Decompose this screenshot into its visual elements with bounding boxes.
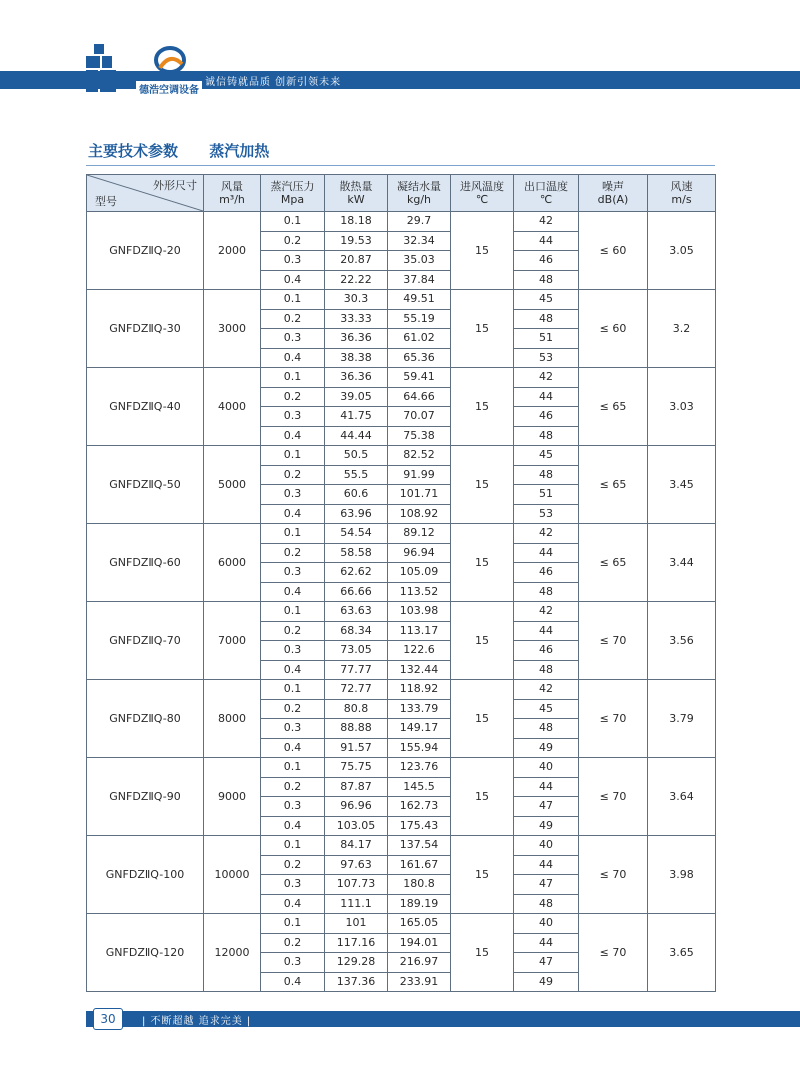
cell-condensate: 189.19	[388, 894, 451, 914]
cell-outlet-temp: 48	[514, 309, 579, 329]
header-model-label: 型号	[95, 195, 117, 208]
cell-outlet-temp: 51	[514, 485, 579, 505]
cell-heat: 107.73	[325, 875, 388, 895]
cell-pressure: 0.2	[261, 933, 325, 953]
cell-condensate: 75.38	[388, 426, 451, 446]
cell-velocity: 3.98	[648, 836, 716, 914]
cell-condensate: 37.84	[388, 270, 451, 290]
header-airflow: 风量 m³/h	[204, 175, 261, 212]
cell-noise: ≤ 65	[579, 446, 648, 524]
cell-noise: ≤ 70	[579, 914, 648, 992]
cell-condensate: 59.41	[388, 368, 451, 388]
cell-velocity: 3.64	[648, 758, 716, 836]
cell-pressure: 0.2	[261, 309, 325, 329]
cell-condensate: 122.6	[388, 641, 451, 661]
cell-airflow: 12000	[204, 914, 261, 992]
table-row	[87, 836, 716, 856]
cell-heat: 50.5	[325, 446, 388, 466]
cell-outlet-temp: 40	[514, 758, 579, 778]
company-name: 德浩空调设备	[136, 81, 202, 96]
cell-airflow: 3000	[204, 290, 261, 368]
cell-heat: 91.57	[325, 738, 388, 758]
cell-condensate: 165.05	[388, 914, 451, 934]
cell-velocity: 3.56	[648, 602, 716, 680]
cell-condensate: 118.92	[388, 680, 451, 700]
cell-heat: 66.66	[325, 582, 388, 602]
cell-condensate: 65.36	[388, 348, 451, 368]
cell-pressure: 0.2	[261, 231, 325, 251]
cell-condensate: 35.03	[388, 251, 451, 271]
cell-outlet-temp: 42	[514, 680, 579, 700]
cell-pressure: 0.3	[261, 797, 325, 817]
cell-inlet-temp: 15	[451, 680, 514, 758]
cell-outlet-temp: 49	[514, 738, 579, 758]
table-row	[87, 680, 716, 700]
cell-condensate: 29.7	[388, 212, 451, 232]
cell-airflow: 4000	[204, 368, 261, 446]
cell-outlet-temp: 47	[514, 953, 579, 973]
cell-airflow: 5000	[204, 446, 261, 524]
cell-outlet-temp: 53	[514, 348, 579, 368]
cell-heat: 22.22	[325, 270, 388, 290]
cell-outlet-temp: 47	[514, 797, 579, 817]
cell-heat: 111.1	[325, 894, 388, 914]
cell-heat: 41.75	[325, 407, 388, 427]
cell-outlet-temp: 46	[514, 251, 579, 271]
cell-model: GNFDZⅡQ-120	[87, 914, 204, 992]
cell-pressure: 0.1	[261, 290, 325, 310]
cell-outlet-temp: 40	[514, 914, 579, 934]
cell-heat: 33.33	[325, 309, 388, 329]
cell-heat: 54.54	[325, 524, 388, 544]
cell-heat: 62.62	[325, 563, 388, 583]
table-body	[87, 212, 716, 992]
header-slogan: 诚信铸就品质 创新引领未来	[205, 77, 342, 88]
cell-model: GNFDZⅡQ-80	[87, 680, 204, 758]
cell-pressure: 0.2	[261, 387, 325, 407]
cell-heat: 36.36	[325, 368, 388, 388]
cell-condensate: 137.54	[388, 836, 451, 856]
cell-outlet-temp: 44	[514, 855, 579, 875]
cell-noise: ≤ 65	[579, 524, 648, 602]
cell-inlet-temp: 15	[451, 758, 514, 836]
cell-noise: ≤ 65	[579, 368, 648, 446]
cell-inlet-temp: 15	[451, 836, 514, 914]
header-pressure: 蒸汽压力 Mpa	[261, 175, 325, 212]
cell-heat: 63.63	[325, 602, 388, 622]
cell-inlet-temp: 15	[451, 446, 514, 524]
cell-pressure: 0.4	[261, 504, 325, 524]
cell-pressure: 0.3	[261, 407, 325, 427]
cell-model: GNFDZⅡQ-60	[87, 524, 204, 602]
cell-noise: ≤ 70	[579, 602, 648, 680]
cell-condensate: 145.5	[388, 777, 451, 797]
cell-outlet-temp: 42	[514, 602, 579, 622]
cell-heat: 97.63	[325, 855, 388, 875]
cell-heat: 55.5	[325, 465, 388, 485]
cell-outlet-temp: 46	[514, 641, 579, 661]
cell-outlet-temp: 44	[514, 621, 579, 641]
cell-model: GNFDZⅡQ-90	[87, 758, 204, 836]
cell-heat: 20.87	[325, 251, 388, 271]
cell-condensate: 175.43	[388, 816, 451, 836]
cell-heat: 73.05	[325, 641, 388, 661]
cell-outlet-temp: 45	[514, 290, 579, 310]
cell-pressure: 0.4	[261, 894, 325, 914]
cell-outlet-temp: 42	[514, 368, 579, 388]
cell-condensate: 155.94	[388, 738, 451, 758]
cell-pressure: 0.4	[261, 426, 325, 446]
cell-inlet-temp: 15	[451, 524, 514, 602]
cell-pressure: 0.1	[261, 212, 325, 232]
cell-outlet-temp: 42	[514, 212, 579, 232]
cell-model: GNFDZⅡQ-30	[87, 290, 204, 368]
cell-noise: ≤ 70	[579, 758, 648, 836]
cell-pressure: 0.1	[261, 368, 325, 388]
cell-condensate: 82.52	[388, 446, 451, 466]
cell-velocity: 3.79	[648, 680, 716, 758]
cell-inlet-temp: 15	[451, 212, 514, 290]
cell-heat: 36.36	[325, 329, 388, 349]
cell-pressure: 0.4	[261, 582, 325, 602]
cell-pressure: 0.2	[261, 543, 325, 563]
cell-pressure: 0.1	[261, 680, 325, 700]
cell-heat: 30.3	[325, 290, 388, 310]
cell-outlet-temp: 44	[514, 933, 579, 953]
cell-pressure: 0.3	[261, 875, 325, 895]
cell-outlet-temp: 49	[514, 816, 579, 836]
cell-condensate: 180.8	[388, 875, 451, 895]
cell-noise: ≤ 70	[579, 680, 648, 758]
cell-condensate: 103.98	[388, 602, 451, 622]
cell-inlet-temp: 15	[451, 368, 514, 446]
cell-pressure: 0.3	[261, 641, 325, 661]
table-row	[87, 602, 716, 622]
cell-pressure: 0.4	[261, 738, 325, 758]
cell-condensate: 89.12	[388, 524, 451, 544]
cell-pressure: 0.2	[261, 621, 325, 641]
section-subheading: 蒸汽加热	[209, 142, 270, 160]
table-row	[87, 914, 716, 934]
cell-condensate: 162.73	[388, 797, 451, 817]
cell-heat: 58.58	[325, 543, 388, 563]
cell-outlet-temp: 49	[514, 972, 579, 992]
cell-pressure: 0.3	[261, 953, 325, 973]
cell-pressure: 0.4	[261, 816, 325, 836]
cell-pressure: 0.2	[261, 855, 325, 875]
cell-heat: 60.6	[325, 485, 388, 505]
cell-pressure: 0.2	[261, 465, 325, 485]
cell-model: GNFDZⅡQ-20	[87, 212, 204, 290]
header-velocity: 风速 m/s	[648, 175, 716, 212]
cell-outlet-temp: 44	[514, 543, 579, 563]
cell-pressure: 0.4	[261, 348, 325, 368]
section-title	[88, 140, 269, 161]
cell-pressure: 0.2	[261, 699, 325, 719]
cell-pressure: 0.1	[261, 524, 325, 544]
cell-airflow: 10000	[204, 836, 261, 914]
cell-condensate: 101.71	[388, 485, 451, 505]
cell-heat: 117.16	[325, 933, 388, 953]
cell-heat: 18.18	[325, 212, 388, 232]
cell-pressure: 0.3	[261, 719, 325, 739]
cell-outlet-temp: 48	[514, 270, 579, 290]
header-inlet-temp: 进风温度 ℃	[451, 175, 514, 212]
cell-velocity: 3.05	[648, 212, 716, 290]
cell-inlet-temp: 15	[451, 290, 514, 368]
cell-outlet-temp: 51	[514, 329, 579, 349]
cell-condensate: 133.79	[388, 699, 451, 719]
section-heading: 主要技术参数	[88, 142, 179, 160]
cell-velocity: 3.44	[648, 524, 716, 602]
header-condensate: 凝结水量 kg/h	[388, 175, 451, 212]
cell-heat: 68.34	[325, 621, 388, 641]
cell-condensate: 96.94	[388, 543, 451, 563]
table-row	[87, 446, 716, 466]
cell-heat: 38.38	[325, 348, 388, 368]
cell-outlet-temp: 42	[514, 524, 579, 544]
cell-heat: 19.53	[325, 231, 388, 251]
cell-noise: ≤ 60	[579, 290, 648, 368]
cell-condensate: 105.09	[388, 563, 451, 583]
cell-airflow: 7000	[204, 602, 261, 680]
cell-pressure: 0.4	[261, 660, 325, 680]
cell-heat: 87.87	[325, 777, 388, 797]
cell-condensate: 123.76	[388, 758, 451, 778]
cell-heat: 101	[325, 914, 388, 934]
header-diagonal-cell	[87, 175, 204, 212]
cell-pressure: 0.1	[261, 758, 325, 778]
header-noise: 噪声 dB(A)	[579, 175, 648, 212]
cell-model: GNFDZⅡQ-70	[87, 602, 204, 680]
cell-outlet-temp: 48	[514, 719, 579, 739]
cell-outlet-temp: 48	[514, 894, 579, 914]
cell-condensate: 61.02	[388, 329, 451, 349]
cell-heat: 80.8	[325, 699, 388, 719]
cell-outlet-temp: 46	[514, 563, 579, 583]
cell-noise: ≤ 60	[579, 212, 648, 290]
cell-velocity: 3.65	[648, 914, 716, 992]
cell-heat: 77.77	[325, 660, 388, 680]
cell-condensate: 70.07	[388, 407, 451, 427]
cell-airflow: 9000	[204, 758, 261, 836]
cell-inlet-temp: 15	[451, 914, 514, 992]
cell-pressure: 0.3	[261, 563, 325, 583]
table-row	[87, 290, 716, 310]
cell-airflow: 8000	[204, 680, 261, 758]
cell-velocity: 3.2	[648, 290, 716, 368]
cell-pressure: 0.2	[261, 777, 325, 797]
cell-model: GNFDZⅡQ-40	[87, 368, 204, 446]
header-band	[0, 71, 800, 89]
spec-table	[86, 174, 716, 992]
cell-heat: 96.96	[325, 797, 388, 817]
cell-condensate: 113.17	[388, 621, 451, 641]
cell-inlet-temp: 15	[451, 602, 514, 680]
cell-pressure: 0.1	[261, 914, 325, 934]
cell-velocity: 3.45	[648, 446, 716, 524]
header-heat: 散热量 kW	[325, 175, 388, 212]
cell-velocity: 3.03	[648, 368, 716, 446]
cell-heat: 72.77	[325, 680, 388, 700]
section-divider	[86, 165, 715, 166]
cell-outlet-temp: 40	[514, 836, 579, 856]
cell-condensate: 194.01	[388, 933, 451, 953]
cell-pressure: 0.4	[261, 972, 325, 992]
cell-condensate: 233.91	[388, 972, 451, 992]
table-row	[87, 212, 716, 232]
cell-pressure: 0.1	[261, 836, 325, 856]
cell-outlet-temp: 53	[514, 504, 579, 524]
cell-outlet-temp: 45	[514, 699, 579, 719]
cell-condensate: 49.51	[388, 290, 451, 310]
cell-pressure: 0.3	[261, 329, 325, 349]
cell-heat: 103.05	[325, 816, 388, 836]
cell-pressure: 0.4	[261, 270, 325, 290]
cell-noise: ≤ 70	[579, 836, 648, 914]
cell-outlet-temp: 48	[514, 426, 579, 446]
cell-outlet-temp: 48	[514, 582, 579, 602]
page-number: 30	[93, 1008, 123, 1030]
cell-heat: 39.05	[325, 387, 388, 407]
header-size-label: 外形尺寸	[153, 179, 197, 192]
cell-outlet-temp: 45	[514, 446, 579, 466]
cell-heat: 84.17	[325, 836, 388, 856]
table-row	[87, 524, 716, 544]
cell-outlet-temp: 48	[514, 660, 579, 680]
cell-pressure: 0.3	[261, 485, 325, 505]
cell-condensate: 113.52	[388, 582, 451, 602]
cell-condensate: 132.44	[388, 660, 451, 680]
cell-outlet-temp: 47	[514, 875, 579, 895]
cell-outlet-temp: 44	[514, 231, 579, 251]
cell-heat: 44.44	[325, 426, 388, 446]
cell-pressure: 0.1	[261, 602, 325, 622]
cell-heat: 88.88	[325, 719, 388, 739]
cell-heat: 63.96	[325, 504, 388, 524]
cell-outlet-temp: 48	[514, 465, 579, 485]
cell-condensate: 108.92	[388, 504, 451, 524]
cell-pressure: 0.3	[261, 251, 325, 271]
cell-condensate: 55.19	[388, 309, 451, 329]
cell-airflow: 2000	[204, 212, 261, 290]
footer-slogan: | 不断超越 追求完美 |	[142, 1016, 252, 1027]
cell-model: GNFDZⅡQ-50	[87, 446, 204, 524]
cell-outlet-temp: 44	[514, 387, 579, 407]
table-row	[87, 758, 716, 778]
cell-condensate: 64.66	[388, 387, 451, 407]
cell-condensate: 149.17	[388, 719, 451, 739]
cell-heat: 129.28	[325, 953, 388, 973]
cell-heat: 75.75	[325, 758, 388, 778]
cell-outlet-temp: 46	[514, 407, 579, 427]
cell-condensate: 216.97	[388, 953, 451, 973]
table-row	[87, 368, 716, 388]
cell-airflow: 6000	[204, 524, 261, 602]
cell-heat: 137.36	[325, 972, 388, 992]
cell-condensate: 32.34	[388, 231, 451, 251]
cell-pressure: 0.1	[261, 446, 325, 466]
cell-condensate: 161.67	[388, 855, 451, 875]
table-header-row	[87, 175, 716, 212]
header-outlet-temp: 出口温度 ℃	[514, 175, 579, 212]
cell-model: GNFDZⅡQ-100	[87, 836, 204, 914]
cell-outlet-temp: 44	[514, 777, 579, 797]
cell-condensate: 91.99	[388, 465, 451, 485]
